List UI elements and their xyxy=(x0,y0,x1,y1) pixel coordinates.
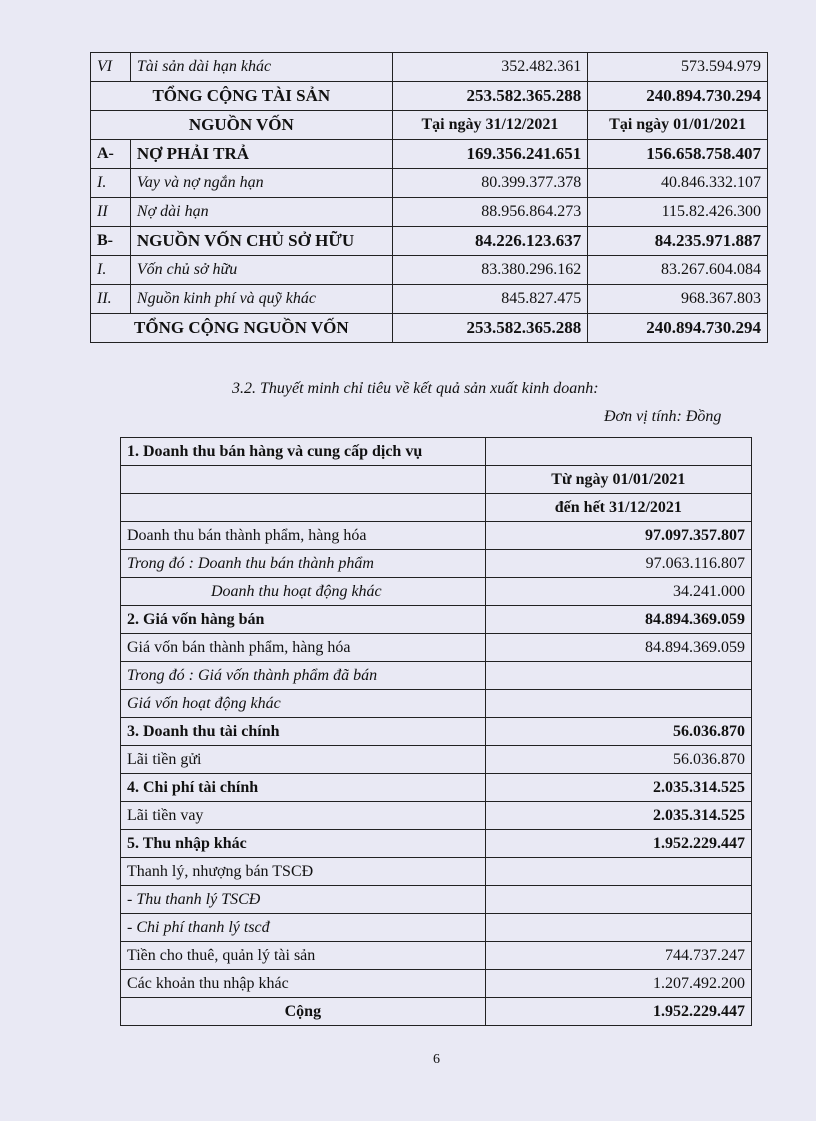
results-table xyxy=(120,437,752,1026)
balance-value-1: 83.380.296.162 xyxy=(392,256,588,285)
results-row xyxy=(121,914,752,942)
period-line2: đến hết 31/12/2021 xyxy=(485,494,751,522)
balance-code: B- xyxy=(91,227,131,256)
results-value xyxy=(485,858,751,886)
unit-label: Đơn vị tính: Đồng xyxy=(604,408,722,425)
balance-label: Vốn chủ sở hữu xyxy=(130,256,392,285)
results-label: 4. Chi phí tài chính xyxy=(121,774,486,802)
results-heading: 1. Doanh thu bán hàng và cung cấp dịch vụ xyxy=(121,438,486,466)
results-row xyxy=(121,578,752,606)
balance-value-2: 240.894.730.294 xyxy=(588,314,768,343)
results-period-row xyxy=(121,466,752,494)
balance-value-1: 253.582.365.288 xyxy=(392,314,588,343)
results-value: 744.737.247 xyxy=(485,942,751,970)
results-value: 34.241.000 xyxy=(485,578,751,606)
balance-label: NGUỒN VỐN CHỦ SỞ HỮU xyxy=(130,227,392,256)
balance-value-2: 83.267.604.084 xyxy=(588,256,768,285)
results-label: Thanh lý, nhượng bán TSCĐ xyxy=(121,858,486,886)
results-value: 84.894.369.059 xyxy=(485,634,751,662)
results-value xyxy=(485,662,751,690)
results-value: 1.207.492.200 xyxy=(485,970,751,998)
balance-code: I. xyxy=(91,256,131,285)
results-row xyxy=(121,774,752,802)
results-row xyxy=(121,522,752,550)
balance-label: Nợ dài hạn xyxy=(130,198,392,227)
balance-code: II. xyxy=(91,285,131,314)
results-label: - Chi phí thanh lý tscđ xyxy=(121,914,486,942)
balance-value-2: 240.894.730.294 xyxy=(588,82,768,111)
balance-row xyxy=(91,314,768,343)
results-row xyxy=(121,746,752,774)
balance-value-1: 845.827.475 xyxy=(392,285,588,314)
results-value: 2.035.314.525 xyxy=(485,802,751,830)
balance-code: I. xyxy=(91,169,131,198)
results-row xyxy=(121,830,752,858)
balance-label: Nguồn kinh phí và quỹ khác xyxy=(130,285,392,314)
results-label: - Thu thanh lý TSCĐ xyxy=(121,886,486,914)
page-number: 6 xyxy=(433,1052,440,1067)
balance-value-1: 352.482.361 xyxy=(392,53,588,82)
results-value: 97.097.357.807 xyxy=(485,522,751,550)
period-line1: Từ ngày 01/01/2021 xyxy=(485,466,751,494)
balance-value-1: 80.399.377.378 xyxy=(392,169,588,198)
results-value: 84.894.369.059 xyxy=(485,606,751,634)
balance-row xyxy=(91,111,768,140)
balance-value-2: 156.658.758.407 xyxy=(588,140,768,169)
results-row xyxy=(121,802,752,830)
section-title: 3.2. Thuyết minh chỉ tiêu về kết quả sản xuất kinh doanh: xyxy=(232,380,599,397)
results-row xyxy=(121,550,752,578)
balance-sheet-table xyxy=(90,52,768,343)
results-row xyxy=(121,858,752,886)
results-value: 2.035.314.525 xyxy=(485,774,751,802)
balance-row xyxy=(91,256,768,285)
balance-value-2: 573.594.979 xyxy=(588,53,768,82)
results-label: Trong đó : Giá vốn thành phẩm đã bán xyxy=(121,662,486,690)
balance-value-1: 88.956.864.273 xyxy=(392,198,588,227)
balance-value-1: Tại ngày 31/12/2021 xyxy=(392,111,588,140)
balance-row xyxy=(91,227,768,256)
balance-row xyxy=(91,285,768,314)
balance-code: II xyxy=(91,198,131,227)
results-heading-row xyxy=(121,438,752,466)
results-label: Giá vốn hoạt động khác xyxy=(121,690,486,718)
results-label: 5. Thu nhập khác xyxy=(121,830,486,858)
results-label: Lãi tiền gửi xyxy=(121,746,486,774)
results-value xyxy=(485,914,751,942)
results-label: Trong đó : Doanh thu bán thành phẩm xyxy=(121,550,486,578)
results-label: 2. Giá vốn hàng bán xyxy=(121,606,486,634)
balance-code: A- xyxy=(91,140,131,169)
balance-label: NỢ PHẢI TRẢ xyxy=(130,140,392,169)
results-value xyxy=(485,886,751,914)
balance-label: TỔNG CỘNG NGUỒN VỐN xyxy=(91,314,393,343)
balance-label: TỔNG CỘNG TÀI SẢN xyxy=(91,82,393,111)
balance-value-2: 84.235.971.887 xyxy=(588,227,768,256)
results-label: Cộng xyxy=(121,998,486,1026)
balance-value-2: Tại ngày 01/01/2021 xyxy=(588,111,768,140)
results-value: 1.952.229.447 xyxy=(485,830,751,858)
balance-label: Tài sản dài hạn khác xyxy=(130,53,392,82)
balance-row xyxy=(91,169,768,198)
balance-row xyxy=(91,53,768,82)
results-label: Doanh thu bán thành phẩm, hàng hóa xyxy=(121,522,486,550)
balance-row xyxy=(91,140,768,169)
balance-value-1: 169.356.241.651 xyxy=(392,140,588,169)
results-label: Giá vốn bán thành phẩm, hàng hóa xyxy=(121,634,486,662)
results-row xyxy=(121,998,752,1026)
balance-row xyxy=(91,198,768,227)
balance-label: NGUỒN VỐN xyxy=(91,111,393,140)
balance-value-1: 84.226.123.637 xyxy=(392,227,588,256)
balance-code: VI xyxy=(91,53,131,82)
balance-value-2: 40.846.332.107 xyxy=(588,169,768,198)
balance-label: Vay và nợ ngắn hạn xyxy=(130,169,392,198)
results-label: 3. Doanh thu tài chính xyxy=(121,718,486,746)
balance-value-2: 115.82.426.300 xyxy=(588,198,768,227)
results-label: Các khoản thu nhập khác xyxy=(121,970,486,998)
results-row xyxy=(121,886,752,914)
results-period-row2 xyxy=(121,494,752,522)
results-row xyxy=(121,942,752,970)
results-label: Lãi tiền vay xyxy=(121,802,486,830)
balance-value-2: 968.367.803 xyxy=(588,285,768,314)
results-value: 56.036.870 xyxy=(485,718,751,746)
results-value: 56.036.870 xyxy=(485,746,751,774)
results-row xyxy=(121,662,752,690)
results-row xyxy=(121,606,752,634)
balance-value-1: 253.582.365.288 xyxy=(392,82,588,111)
balance-row xyxy=(91,82,768,111)
results-row xyxy=(121,634,752,662)
results-row xyxy=(121,970,752,998)
results-row xyxy=(121,718,752,746)
results-row xyxy=(121,690,752,718)
results-value: 97.063.116.807 xyxy=(485,550,751,578)
results-value xyxy=(485,690,751,718)
results-label: Tiền cho thuê, quản lý tài sản xyxy=(121,942,486,970)
results-label: Doanh thu hoạt động khác xyxy=(121,578,486,606)
results-value: 1.952.229.447 xyxy=(485,998,751,1026)
